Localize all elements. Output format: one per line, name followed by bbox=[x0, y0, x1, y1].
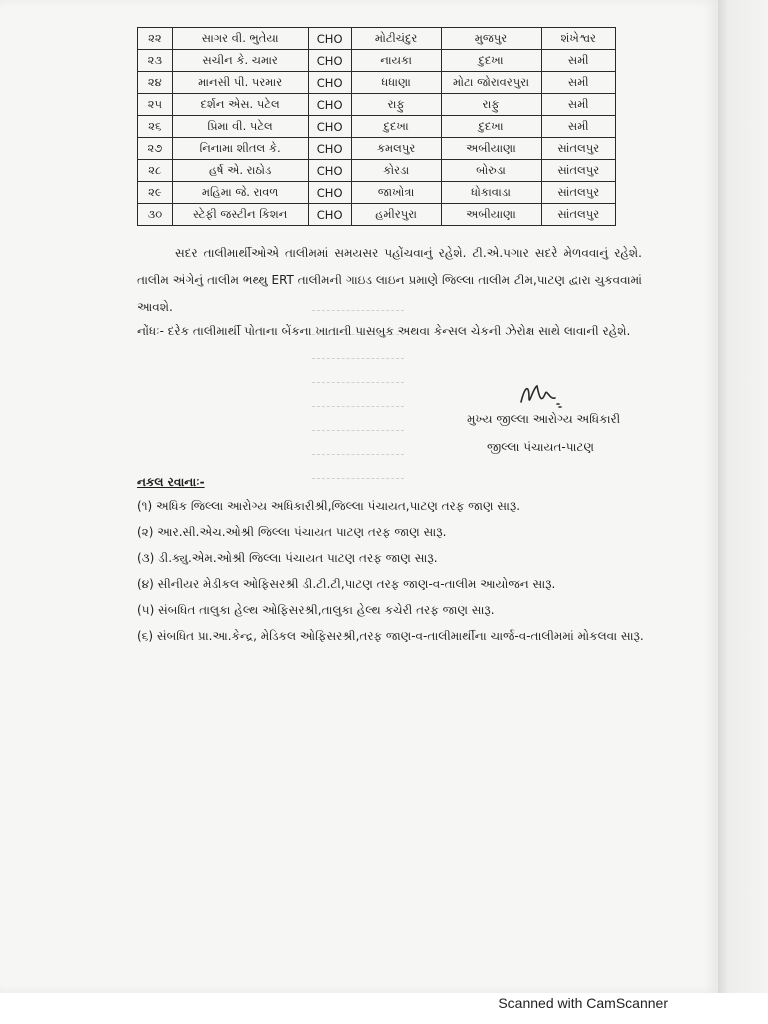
taluka-cell: સાંતલપુર bbox=[541, 160, 616, 182]
copy-to-list bbox=[137, 493, 677, 649]
serial-number-cell: ૨૮ bbox=[138, 160, 173, 182]
taluka-cell: સમી bbox=[541, 94, 616, 116]
camscanner-watermark: Scanned with CamScanner bbox=[498, 995, 668, 1011]
table-row bbox=[138, 182, 616, 204]
post-cell: CHO bbox=[308, 28, 351, 50]
post-cell: CHO bbox=[308, 50, 351, 72]
signatory-office: જીલ્લા પંચાયત-પાટણ bbox=[487, 440, 594, 454]
trainee-name-cell: સચીન કે. ચમાર bbox=[172, 50, 308, 72]
taluka-cell: સાંતલપુર bbox=[541, 204, 616, 226]
subcenter-cell: નાયકા bbox=[351, 50, 441, 72]
subcenter-cell: હમીરપુરા bbox=[351, 204, 441, 226]
subcenter-cell: કમલપુર bbox=[351, 138, 441, 160]
trainee-name-cell: દર્શન એસ. પટેલ bbox=[172, 94, 308, 116]
copy-item: (૨) આર.સી.એચ.ઓશ્રી જિલ્લા પંચાયત પાટણ તરફ જાણ સારૂ. bbox=[137, 525, 447, 539]
taluka-cell: સાંતલપુર bbox=[541, 182, 616, 204]
table-row bbox=[138, 160, 616, 182]
post-cell: CHO bbox=[308, 116, 351, 138]
trainee-name-cell: સાગર વી. ભુતેયા bbox=[172, 28, 308, 50]
copy-item: (૬) સંબધિત પ્રા.આ.કેન્દ્ર, મેડિકલ ઓફિસરશ્રી,તરફ જાણ-વ-તાલીમાર્થીના ચાર્જ-વ-તાલીમમાં મોકલવા સારૂ. bbox=[137, 629, 644, 643]
table-row bbox=[138, 72, 616, 94]
signature-mark bbox=[515, 380, 565, 414]
post-cell: CHO bbox=[308, 138, 351, 160]
reverse-side-bleed bbox=[300, 740, 480, 896]
village-cell: દુદખા bbox=[441, 116, 541, 138]
subcenter-cell: કોરડા bbox=[351, 160, 441, 182]
trainee-name-cell: માનસી પી. પરમાર bbox=[172, 72, 308, 94]
trainee-name-cell: નિનામા શીતલ કે. bbox=[172, 138, 308, 160]
village-cell: મોટા જોરાવરપુરા bbox=[441, 72, 541, 94]
trainee-name-cell: પ્રિમા વી. પટેલ bbox=[172, 116, 308, 138]
table-row bbox=[138, 50, 616, 72]
post-cell: CHO bbox=[308, 182, 351, 204]
trainee-name-cell: મહિમા જે. રાવળ bbox=[172, 182, 308, 204]
copy-item: (૪) સીનીયર મેડીકલ ઓફિસરશ્રી ડી.ટી.ટી,પાટણ તરફ જાણ-વ-તાલીમ આયોજન સારૂ. bbox=[137, 577, 556, 591]
copy-item: (૧) અધિક જિલ્લા આરોગ્ય અધિકારીશ્રી,જિલ્લા પંચાયત,પાટણ તરફ જાણ સારૂ. bbox=[137, 499, 521, 513]
note-paragraph: નોંધઃ- દરેક તાલીમાર્થી પોતાના બેંકના ખાતાની પાસબુક અથવા કેન્સલ ચેકની ઝેરોક્ષ સાથે લાવાની રહેશે. bbox=[137, 324, 631, 338]
table-row bbox=[138, 94, 616, 116]
village-cell: બોરુડા bbox=[441, 160, 541, 182]
serial-number-cell: ૩૦ bbox=[138, 204, 173, 226]
serial-number-cell: ૨૪ bbox=[138, 72, 173, 94]
post-cell: CHO bbox=[308, 72, 351, 94]
signatory-title: મુખ્ય જીલ્લા આરોગ્ય અધિકારી bbox=[467, 412, 621, 426]
trainee-name-cell: હર્ષ એ. રાઠોડ bbox=[172, 160, 308, 182]
taluka-cell: સાંતલપુર bbox=[541, 138, 616, 160]
village-cell: દુદખા bbox=[441, 50, 541, 72]
instruction-paragraph: સદર તાલીમાર્થીઓએ તાલીમમાં સમયસર પહોંચવાનું રહેશે. ટી.એ.પગાર સદરે મેળવવાનું રહેશે. તાલીમ અંગેનું તાલીમ ભથ્થુ ERT તાલીમની ગાઇડ લાઇન પ્રમાણે જિલ્લા તાલીમ ટીમ,પાટણ દ્વારા ચુકવવામાં આવશે. bbox=[137, 246, 642, 314]
village-cell: મુજપુર bbox=[441, 28, 541, 50]
subcenter-cell: ધધાણા bbox=[351, 72, 441, 94]
taluka-cell: સમી bbox=[541, 50, 616, 72]
trainee-name-cell: સ્ટેફી જસ્ટીન કિશન bbox=[172, 204, 308, 226]
serial-number-cell: ૨૩ bbox=[138, 50, 173, 72]
taluka-cell: શંખેશ્વર bbox=[541, 28, 616, 50]
table-row bbox=[138, 204, 616, 226]
serial-number-cell: ૨૭ bbox=[138, 138, 173, 160]
post-cell: CHO bbox=[308, 94, 351, 116]
serial-number-cell: ૨૫ bbox=[138, 94, 173, 116]
subcenter-cell: રાફુ bbox=[351, 94, 441, 116]
post-cell: CHO bbox=[308, 160, 351, 182]
trainee-table bbox=[137, 27, 616, 226]
serial-number-cell: ૨૨ bbox=[138, 28, 173, 50]
table-row bbox=[138, 138, 616, 160]
table-row bbox=[138, 116, 616, 138]
serial-number-cell: ૨૬ bbox=[138, 116, 173, 138]
table-row bbox=[138, 28, 616, 50]
taluka-cell: સમી bbox=[541, 116, 616, 138]
taluka-cell: સમી bbox=[541, 72, 616, 94]
page-edge bbox=[718, 0, 768, 993]
copy-to-heading: નકલ રવાનાઃ- bbox=[137, 475, 205, 489]
serial-number-cell: ૨૯ bbox=[138, 182, 173, 204]
village-cell: અબીયાણા bbox=[441, 138, 541, 160]
subcenter-cell: જાખોત્રા bbox=[351, 182, 441, 204]
village-cell: ધોકાવાડા bbox=[441, 182, 541, 204]
copy-item: (૩) ડી.ક્યુ.એમ.ઓશ્રી જિલ્લા પંચાયત પાટણ તરફ જાણ સારૂ. bbox=[137, 551, 438, 565]
subcenter-cell: મોટીચંદુર bbox=[351, 28, 441, 50]
subcenter-cell: દુદખા bbox=[351, 116, 441, 138]
copy-item: (૫) સંબધિત તાલુકા હેલ્થ ઓફિસરશ્રી,તાલુકા હેલ્થ કચેરી તરફ જાણ સારૂ. bbox=[137, 603, 495, 617]
village-cell: રાફુ bbox=[441, 94, 541, 116]
post-cell: CHO bbox=[308, 204, 351, 226]
village-cell: અબીયાણા bbox=[441, 204, 541, 226]
